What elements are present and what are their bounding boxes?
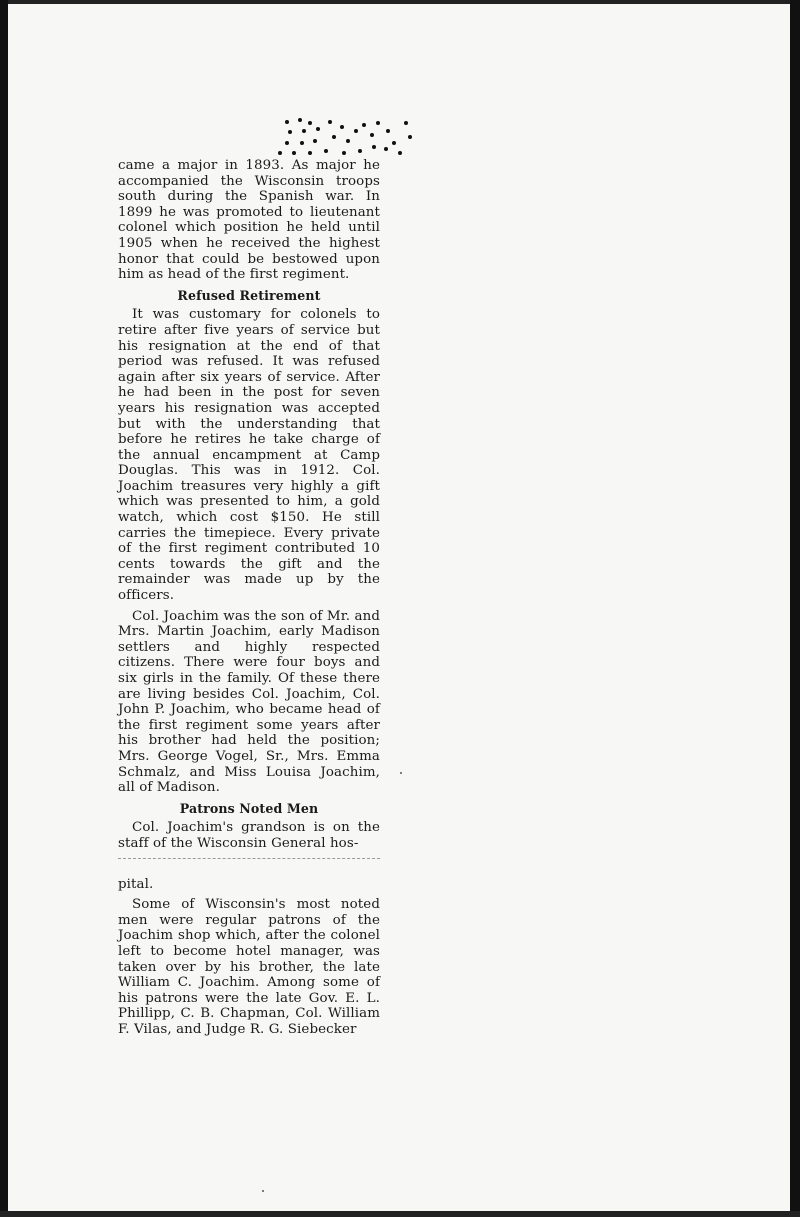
scan-border-top (0, 0, 800, 4)
paragraph-retirement: It was customary for colonels to retire after five years of service but his resignation at the end of that period was refused. It was refused again after six years of service. After he had been in the post for seven years his resignation was accepted but with the understanding that before he retires he take charge of the annual encampment at Camp Douglas. This was in 1912. Col. Joachim treasures very highly a gift which was presented to him, a gold watch, which cost $150. He still carries the timepiece. Every private of the first regiment contributed 10 cents towards the gift and the remainder was made up by the officers. (118, 307, 380, 604)
scan-speck (262, 1190, 264, 1192)
clipping-cut-line (118, 858, 380, 859)
paragraph-family: Col. Joachim was the son of Mr. and Mrs. Martin Joachim, early Madison settlers and highly respected citizens. There were four boys and six girls in the family. Of these there are living besides Col. Joachim, Col. John P. Joachim, who became head of the first regiment some years after his brother had held the position; Mrs. George Vogel, Sr., Mrs. Emma Schmalz, and Miss Louisa Joachim, all of Madison. (118, 608, 380, 796)
paragraph-grandson: Col. Joachim's grandson is on the staff of the Wisconsin General hos- (118, 820, 380, 851)
subheading-refused-retirement: Refused Retirement (177, 287, 321, 303)
paragraph-patrons: Some of Wisconsin's most noted men were regular patrons of the Joachim shop which, after the colonel left to become hotel manager, was taken over by his brother, the late William C. Joachim. Among some of his patrons were the late Gov. E. L. Phillipp, C. B. Chapman, Col. William F. Vilas, and Judge R. G. Siebecker (118, 897, 380, 1037)
paragraph-grandson-continued: pital. (118, 876, 154, 892)
scan-speck (400, 772, 402, 774)
scan-border-bottom (0, 1211, 800, 1217)
scan-border-left (0, 0, 8, 1217)
newspaper-clipping (118, 158, 380, 1037)
perforation-stamp (280, 115, 415, 160)
paragraph-career: came a major in 1893. As major he accompanied the Wisconsin troops south during the Spanish war. In 1899 he was promoted to lieutenant colonel which position he held until 1905 when he received the highest honor that could be bestowed upon him as head of the first regiment. (118, 158, 380, 283)
subheading-patrons: Patrons Noted Men (179, 800, 319, 816)
scan-border-right (790, 0, 800, 1217)
